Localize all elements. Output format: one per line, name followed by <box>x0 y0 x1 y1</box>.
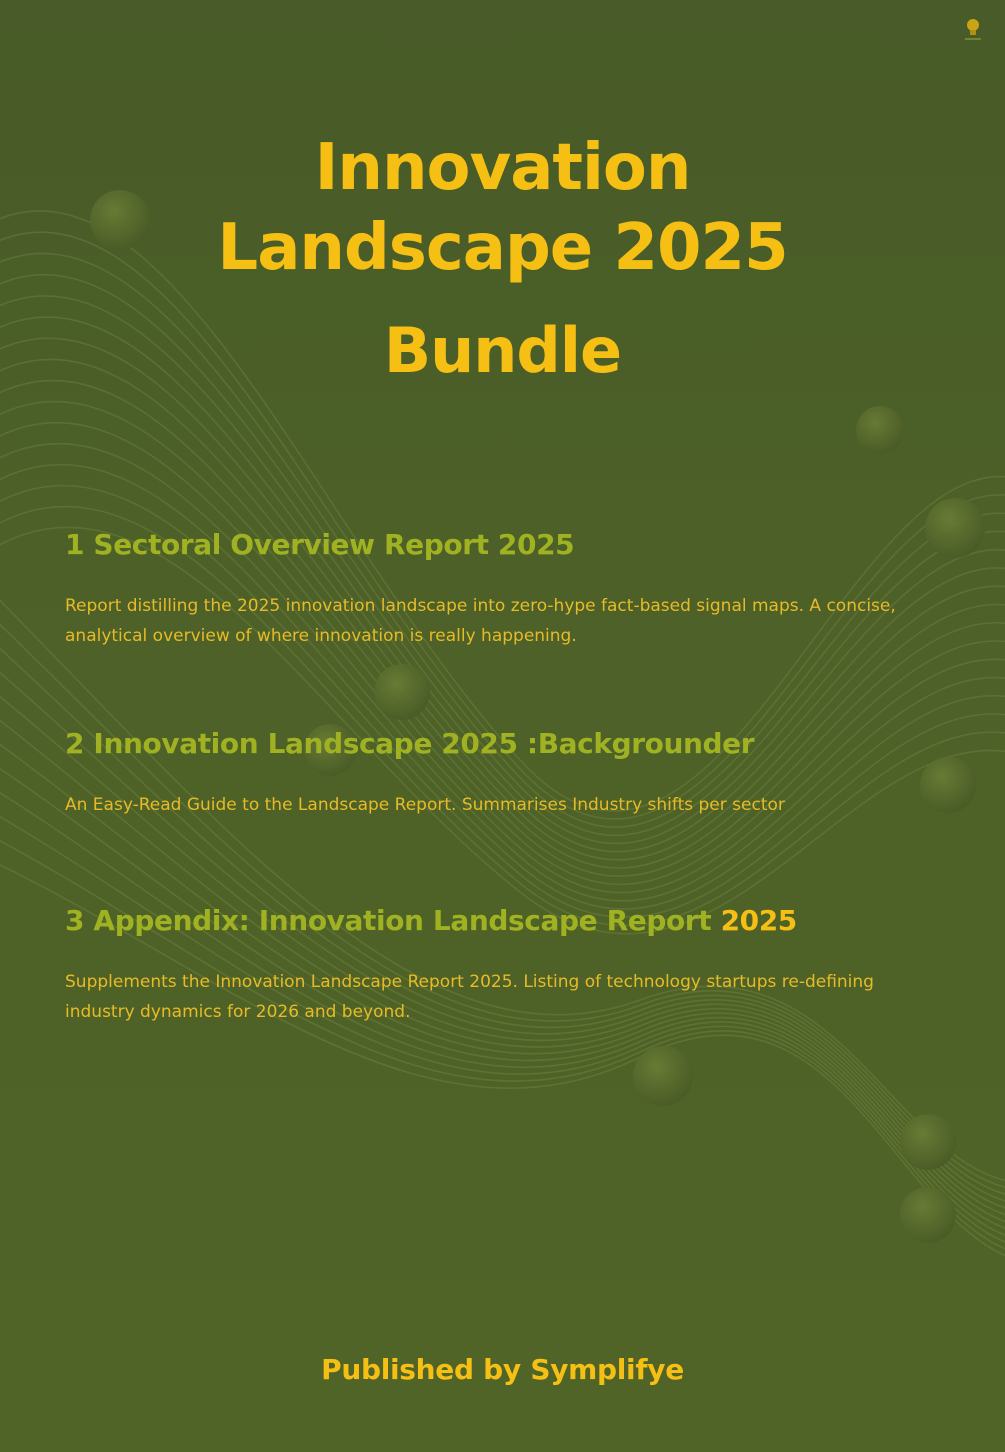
section-description: An Easy-Read Guide to the Landscape Report. Summarises Industry shifts per sector <box>65 795 785 815</box>
section-title-main: 3 Appendix: Innovation Landscape Report <box>65 904 721 937</box>
title-bundle: Bundle <box>383 314 622 387</box>
section-backgrounder <box>65 726 945 820</box>
title-line-2: Landscape 2025 <box>217 211 788 285</box>
section-description: Report distilling the 2025 innovation landscape into zero-hype fact-based signal maps. A concise, analytical overview of where innovation is really happening. <box>65 596 896 646</box>
section-title-year: 2025 <box>720 904 797 937</box>
background-sphere <box>900 1187 956 1243</box>
background-sphere <box>856 406 904 454</box>
background-sphere <box>374 664 430 720</box>
background-wave-line <box>0 820 1005 1258</box>
lightbulb-icon <box>961 16 985 44</box>
section-description: Supplements the Innovation Landscape Report 2025. Listing of technology startups re-defining industry dynamics for 2026 and beyond. <box>65 972 874 1022</box>
background-sphere <box>633 1046 693 1106</box>
section-title: 2 Innovation Landscape 2025 :Backgrounder <box>65 727 755 760</box>
section-title <box>65 903 945 939</box>
background-sphere <box>900 1114 956 1170</box>
section-appendix <box>65 903 945 1027</box>
section-title: 1 Sectoral Overview Report 2025 <box>65 528 575 561</box>
section-sectoral-overview <box>65 527 945 651</box>
cover-title <box>0 128 1005 386</box>
publisher-credit: Published by Symplifye <box>321 1353 684 1386</box>
title-line-1: Innovation <box>314 131 691 205</box>
background-wave-line <box>0 560 1005 1184</box>
